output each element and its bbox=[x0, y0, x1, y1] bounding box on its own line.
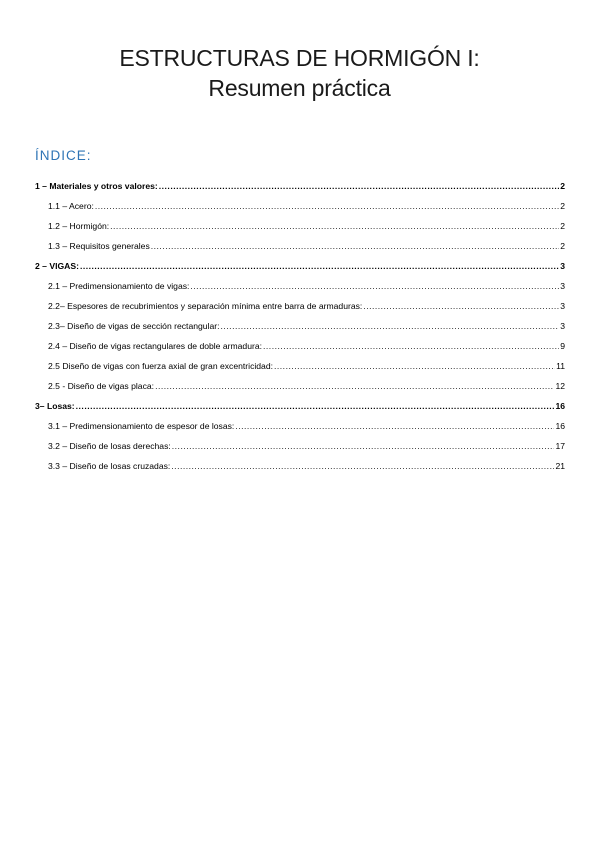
toc-dot-leader bbox=[274, 360, 555, 372]
toc-dot-leader bbox=[76, 400, 555, 412]
toc-page-number: 3 bbox=[560, 321, 565, 331]
toc-page-number: 2 bbox=[560, 201, 565, 211]
toc-dot-leader bbox=[80, 260, 559, 272]
toc-page-number: 11 bbox=[556, 361, 565, 371]
toc-entry-title: 3.3 – Diseño de losas cruzadas: bbox=[48, 461, 171, 471]
toc-page-number: 2 bbox=[560, 221, 565, 231]
toc-page-number: 2 bbox=[560, 241, 565, 251]
toc-dot-leader bbox=[110, 220, 559, 232]
toc-dot-leader bbox=[190, 280, 559, 292]
toc-page-number: 17 bbox=[555, 441, 565, 451]
toc-page-number: 2 bbox=[560, 181, 565, 191]
toc-entry-title: 2.1 – Predimensionamiento de vigas: bbox=[48, 281, 190, 291]
toc-page-number: 21 bbox=[555, 461, 565, 471]
toc-dot-leader bbox=[363, 300, 559, 312]
toc-entry-title: 2.5 - Diseño de vigas placa: bbox=[48, 381, 155, 391]
toc-subsection-link[interactable] bbox=[35, 280, 565, 300]
toc-dot-leader bbox=[172, 440, 555, 452]
toc-subsection-link[interactable] bbox=[35, 220, 565, 240]
toc-subsection-link[interactable] bbox=[35, 420, 565, 440]
toc-subsection-link[interactable] bbox=[35, 340, 565, 360]
toc-dot-leader bbox=[151, 240, 559, 252]
toc-subsection-link[interactable] bbox=[35, 200, 565, 220]
toc-dot-leader bbox=[95, 200, 559, 212]
toc-subsection-link[interactable] bbox=[35, 380, 565, 400]
toc-subsection-link[interactable] bbox=[35, 440, 565, 460]
toc-page-number: 3 bbox=[560, 281, 565, 291]
toc-entry-title: 2.4 – Diseño de vigas rectangulares de doble armadura: bbox=[48, 341, 263, 351]
toc-dot-leader bbox=[171, 460, 554, 472]
toc-subsection-link[interactable] bbox=[35, 320, 565, 340]
toc-entry-title: 1.2 – Hormigón: bbox=[48, 221, 110, 231]
toc-subsection-link[interactable] bbox=[35, 460, 565, 480]
toc-entry-title: 2.2– Espesores de recubrimientos y separación mínima entre barra de armaduras: bbox=[48, 301, 363, 311]
toc-dot-leader bbox=[159, 180, 559, 192]
toc-entry-title: 2.3– Diseño de vigas de sección rectangular: bbox=[48, 321, 220, 331]
toc-dot-leader bbox=[221, 320, 560, 332]
toc-page-number: 16 bbox=[555, 421, 565, 431]
toc-page-number: 3 bbox=[560, 301, 565, 311]
title-line-1: ESTRUCTURAS DE HORMIGÓN I: bbox=[119, 45, 480, 71]
toc-entry-title: 2 – VIGAS: bbox=[35, 261, 79, 271]
toc-heading: ÍNDICE: bbox=[35, 148, 92, 163]
toc-entry-title: 2.5 Diseño de vigas con fuerza axial de gran excentricidad: bbox=[48, 361, 274, 371]
toc-page-number: 9 bbox=[560, 341, 565, 351]
document-title bbox=[0, 43, 599, 103]
toc-section-link[interactable] bbox=[35, 180, 565, 200]
toc-page-number: 3 bbox=[560, 261, 565, 271]
toc-dot-leader bbox=[263, 340, 559, 352]
toc-page-number: 16 bbox=[555, 401, 565, 411]
toc-page-number: 12 bbox=[555, 381, 565, 391]
toc-subsection-link[interactable] bbox=[35, 360, 565, 380]
toc-dot-leader bbox=[235, 420, 554, 432]
toc-entry-title: 3.2 – Diseño de losas derechas: bbox=[48, 441, 171, 451]
toc-entry-title: 1.1 – Acero: bbox=[48, 201, 94, 211]
toc-entry-title: 1 – Materiales y otros valores: bbox=[35, 181, 158, 191]
toc-section-link[interactable] bbox=[35, 400, 565, 420]
toc-subsection-link[interactable] bbox=[35, 300, 565, 320]
title-line-2: Resumen práctica bbox=[208, 75, 391, 101]
table-of-contents bbox=[35, 180, 565, 480]
toc-section-link[interactable] bbox=[35, 260, 565, 280]
toc-subsection-link[interactable] bbox=[35, 240, 565, 260]
toc-dot-leader bbox=[155, 380, 554, 392]
toc-entry-title: 1.3 – Requisitos generales bbox=[48, 241, 150, 251]
toc-entry-title: 3.1 – Predimensionamiento de espesor de losas: bbox=[48, 421, 235, 431]
toc-entry-title: 3– Losas: bbox=[35, 401, 75, 411]
